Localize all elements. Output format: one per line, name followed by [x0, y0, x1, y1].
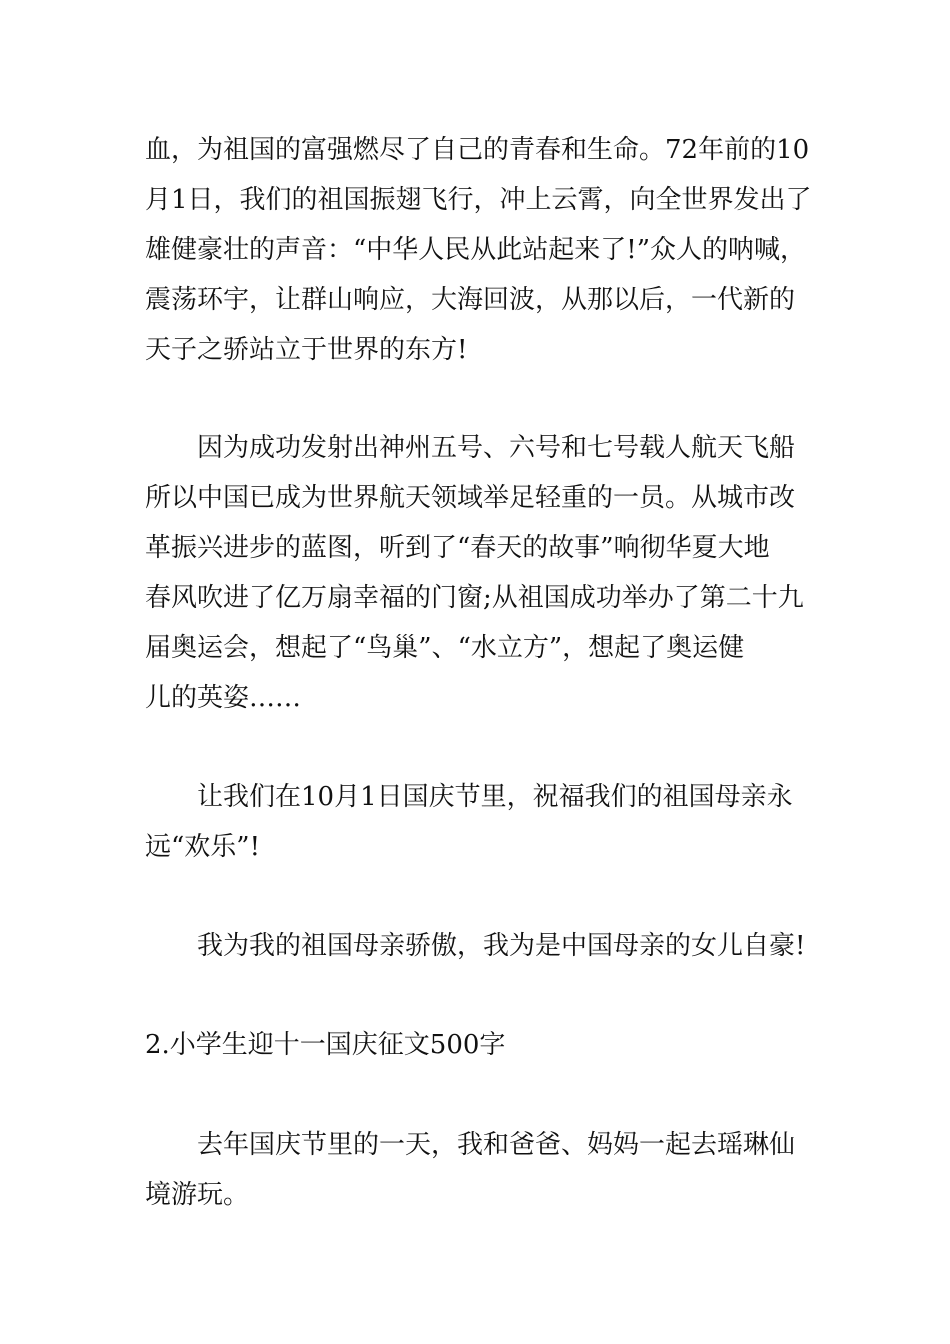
text-line: 春风吹进了亿万扇幸福的门窗;从祖国成功举办了第二十九 — [145, 583, 804, 613]
text-line: 让我们在10月1日国庆节里，祝福我们的祖国母亲永 — [197, 782, 793, 812]
text-line: 我为我的祖国母亲骄傲，我为是中国母亲的女儿自豪! — [197, 931, 806, 961]
text-line: 月1日，我们的祖国振翅飞行，冲上云霄，向全世界发出了 — [145, 185, 812, 215]
text-line: 因为成功发射出神州五号、六号和七号载人航天飞船 — [197, 433, 796, 463]
text-line: 所以中国已成为世界航天领域举足轻重的一员。从城市改 — [145, 483, 796, 513]
text-line: 天子之骄站立于世界的东方! — [145, 335, 468, 365]
text-line: 震荡环宇，让群山响应，大海回波，从那以后，一代新的 — [145, 285, 796, 315]
text-line: 儿的英姿…… — [145, 683, 302, 713]
text-line: 境游玩。 — [145, 1180, 250, 1210]
text-line: 远“欢乐”! — [145, 832, 261, 862]
text-line: 届奥运会，想起了“鸟巢”、“水立方”，想起了奥运健 — [145, 633, 745, 663]
text-line: 革振兴进步的蓝图，听到了“春天的故事”响彻华夏大地 — [145, 533, 770, 563]
text-line: 雄健豪壮的声音：“中华人民从此站起来了!”众人的呐喊， — [145, 235, 807, 265]
text-line: 去年国庆节里的一天，我和爸爸、妈妈一起去瑶琳仙 — [197, 1130, 796, 1160]
text-line: 2.小学生迎十一国庆征文500字 — [145, 1030, 506, 1060]
text-line: 血，为祖国的富强燃尽了自己的青春和生命。72年前的10 — [145, 135, 810, 165]
